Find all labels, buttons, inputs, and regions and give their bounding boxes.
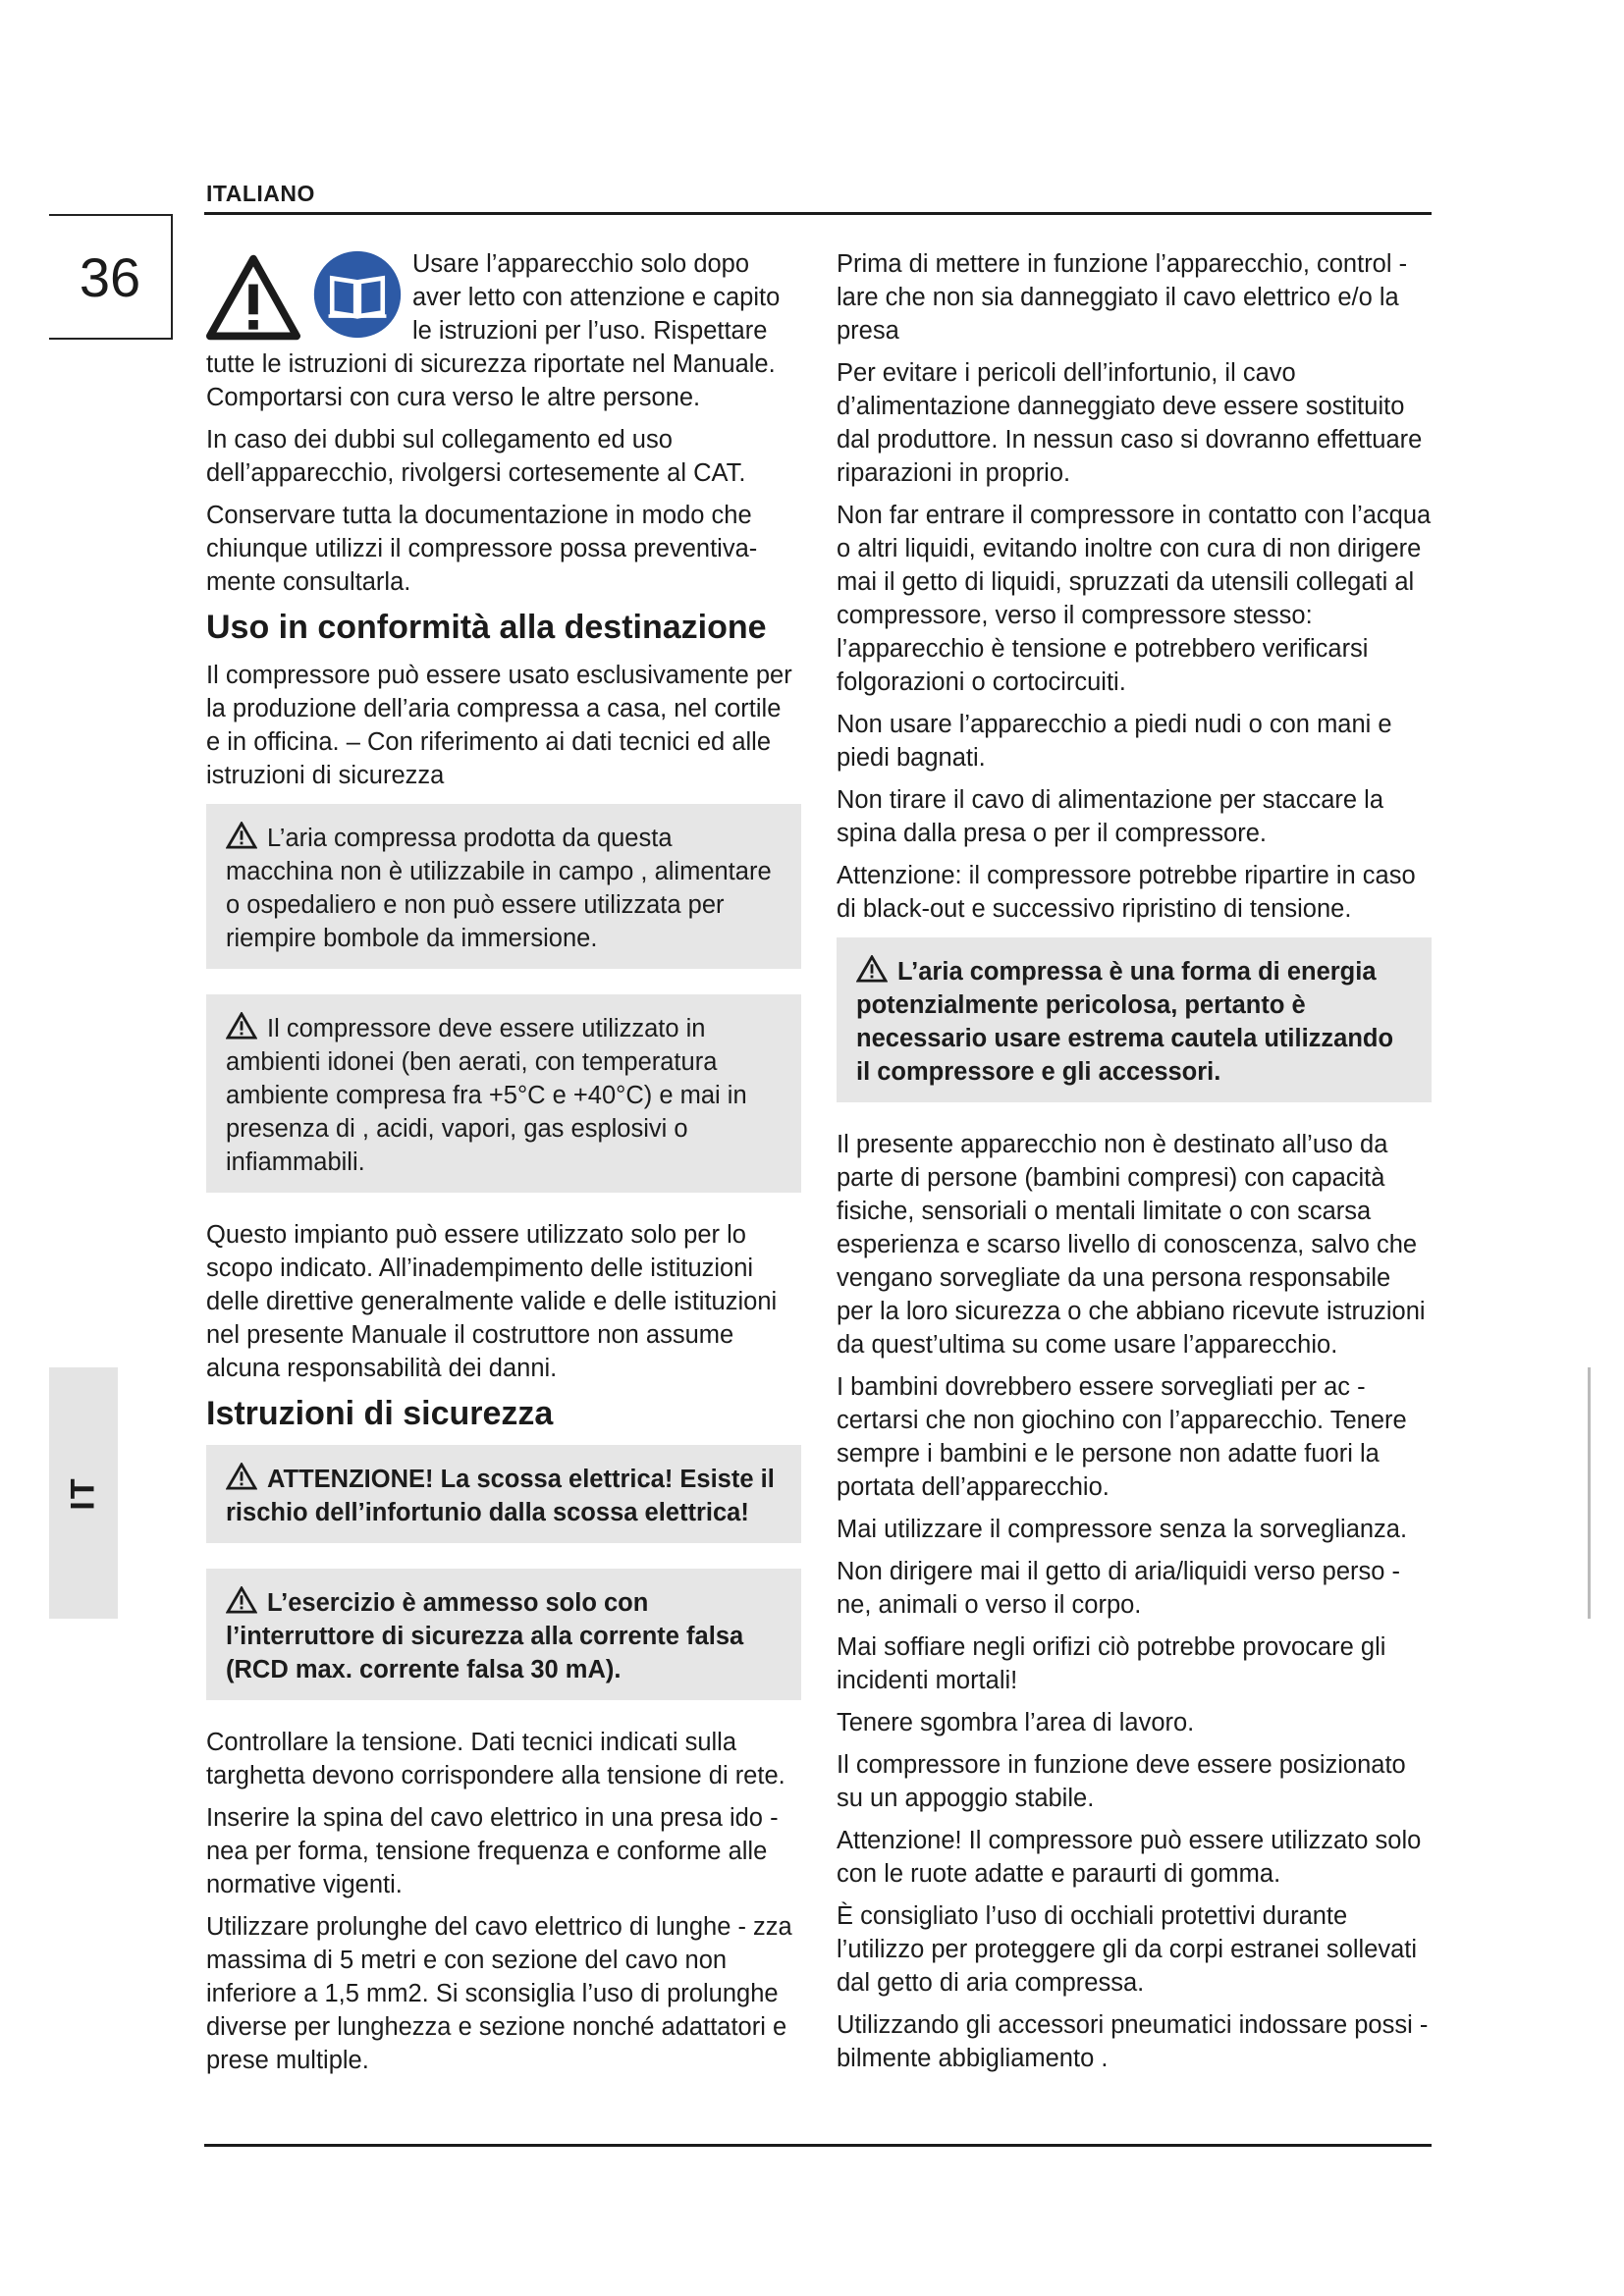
liquids-paragraph: Non far entrare il compressore in contatto con l’acqua o altri liquidi, evitando inoltre con cura di non dirigere mai il getto di liquidi, spruzzati da utensili collegati al compressore, verso il compressore stesso: l’apparecchio è tensione e potrebbero verificarsi folgorazioni o cortocircuiti. (837, 502, 1432, 696)
warning-box-electric-shock (206, 1445, 801, 1543)
supervision-paragraph: Mai utilizzare il compressore senza la sorveglianza. (837, 1516, 1408, 1543)
footer-divider (204, 2144, 1432, 2147)
intro-line-3: le istruzioni per l’uso. Rispettare (412, 317, 768, 345)
children-paragraph: I bambini dovrebbero essere sorvegliati per ac - certarsi che non giochino con l’apparecchio. Tenere sempre i bambini e le persone non adatte fuori la portata dell’apparecchio. (837, 1373, 1407, 1501)
warning-triangle-icon (226, 1463, 257, 1490)
heading-safety-instructions: Istruzioni di sicurezza (206, 1395, 554, 1432)
voltage-paragraph: Controllare la tensione. Dati tecnici indicati sulla targhetta devono corrispondere alla tensione di rete. (206, 1729, 785, 1789)
intro-icons (206, 247, 412, 346)
wheels-paragraph: Attenzione! Il compressore può essere utilizzato solo con le ruote adatte e paraurti di gomma. (837, 1827, 1422, 1888)
warning-box-text: L’aria compressa è una forma di energia potenzialmente pericolosa, pertanto è necessario usare estrema cautela utilizzando il compressore e gli accessori. (856, 958, 1394, 1086)
warning-box-text: L’aria compressa prodotta da questa macchina non è utilizzabile in campo , alimentare o ospedaliero e non può essere utilizzata per riempire bombole da immersione. (226, 825, 772, 952)
check-cable-paragraph: Prima di mettere in funzione l’apparecchio, control - lare che non sia danneggiato il cavo elettrico e/o la presa (837, 250, 1408, 345)
clear-area-paragraph: Tenere sgombra l’area di lavoro. (837, 1709, 1195, 1736)
warning-box-text: Il compressore deve essere utilizzato in ambienti idonei (ben aerati, con temperatura ambiente compresa fra +5°C e +40°C) e mai in presenza di , acidi, vapori, gas esplosivi o infiammabili. (226, 1015, 747, 1176)
language-side-tab-label: IT (64, 1475, 102, 1511)
heading-intended-use: Uso in conformità alla destinazione (206, 609, 767, 646)
intended-use-paragraph: Il compressore può essere usato esclusivamente per la produzione dell’aria compressa a casa, nel cortile e in officina. – Con riferimento ai dati tecnici ed alle istruzioni di sicurezza (206, 662, 792, 789)
intro-block (206, 247, 801, 414)
warning-box-text: L’esercizio è ammesso solo con l’interruttore di sicurezza alla corrente falsa (RCD max. corrente falsa 30 mA). (226, 1589, 744, 1683)
header-divider (204, 212, 1432, 215)
stable-paragraph: Il compressore in funzione deve essere posizionato su un appoggio stabile. (837, 1751, 1406, 1812)
warning-triangle-icon (206, 253, 300, 342)
clothing-paragraph: Utilizzando gli accessori pneumatici indossare possi - bilmente abbigliamento . (837, 2011, 1429, 2072)
direct-jet-paragraph: Non dirigere mai il getto di aria/liquidi verso perso - ne, animali o verso il corpo. (837, 1558, 1401, 1619)
replace-cable-paragraph: Per evitare i pericoli dell’infortunio, il cavo d’alimentazione danneggiato deve essere sostituito dal produttore. In nessun caso si dovranno effettuare riparazioni in proprio. (837, 359, 1423, 487)
warning-triangle-icon (226, 1012, 257, 1040)
plug-paragraph: Inserire la spina del cavo elettrico in una presa ido - nea per forma, tensione frequenza e conforme alle normative vigenti. (206, 1804, 779, 1898)
doubts-paragraph: In caso dei dubbi sul collegamento ed uso dell’apparecchio, rivolgersi cortesemente al CAT. (206, 426, 746, 487)
warning-triangle-icon (226, 822, 257, 849)
not-intended-paragraph: Il presente apparecchio non è destinato all’uso da parte di persone (bambini compresi) con capacità fisiche, sensoriali o mentali limitate o con scarsa esperienza e scarso livello di conoscenza, salvo che vengano sorvegliate da una persona responsabile per la loro sicurezza o che abbiano ricevute istruzioni da quest’ultima su come usare l’apparecchio. (837, 1131, 1426, 1359)
warning-box-rcd (206, 1569, 801, 1700)
warning-box-air-use (206, 804, 801, 969)
purpose-paragraph: Questo impianto può essere utilizzato solo per lo scopo indicato. All’inadempimento delle istituzioni delle direttive generalmente valide e delle istituzioni nel presente Manuale il costruttore non assume alcuna responsabilità dei danni. (206, 1221, 778, 1382)
warning-triangle-icon (856, 955, 888, 983)
section-language-header: ITALIANO (206, 181, 315, 206)
blow-paragraph: Mai soffiare negli orifizi ciò potrebbe provocare gli incidenti mortali! (837, 1633, 1386, 1694)
pull-cable-paragraph: Non tirare il cavo di alimentazione per staccare la spina dalla presa o per il compressore. (837, 786, 1384, 847)
keep-docs-paragraph: Conservare tutta la documentazione in modo che chiunque utilizzi il compressore possa preventiva-mente consultarla. (206, 502, 758, 596)
blackout-paragraph: Attenzione: il compressore potrebbe ripartire in caso di black-out e successivo ripristino di tensione. (837, 862, 1416, 923)
goggles-paragraph: È consigliato l’uso di occhiali protettivi durante l’utilizzo per proteggere gli da corpi estranei sollevati dal getto di aria compressa. (837, 1902, 1418, 1997)
edge-mark (1588, 1367, 1591, 1619)
extension-paragraph: Utilizzare prolunghe del cavo elettrico di lunghe - zza massima di 5 metri e con sezione del cavo non inferiore a 1,5 mm2. Si sconsiglia l’uso di prolunghe diverse per lunghezza e sezione nonché adattatori e prese multiple. (206, 1913, 792, 2074)
warning-box-text: ATTENZIONE! La scossa elettrica! Esiste il rischio dell’infortunio dalla scossa elettrica! (226, 1466, 775, 1526)
warning-box-environment (206, 994, 801, 1193)
language-side-tab (49, 1367, 118, 1619)
page-number: 36 (49, 214, 173, 340)
intro-line-2: aver letto con attenzione e capito (412, 284, 781, 311)
intro-rest: tutte le istruzioni di sicurezza riportate nel Manuale. Comportarsi con cura verso le altre persone. (206, 350, 776, 411)
left-column (206, 247, 801, 2086)
intro-line-1: Usare l’apparecchio solo dopo (412, 250, 750, 278)
read-manual-icon (312, 249, 403, 340)
right-column (837, 247, 1432, 2084)
barefoot-paragraph: Non usare l’apparecchio a piedi nudi o con mani e piedi bagnati. (837, 711, 1392, 772)
warning-box-compressed-air-energy (837, 937, 1432, 1102)
warning-triangle-icon (226, 1586, 257, 1614)
